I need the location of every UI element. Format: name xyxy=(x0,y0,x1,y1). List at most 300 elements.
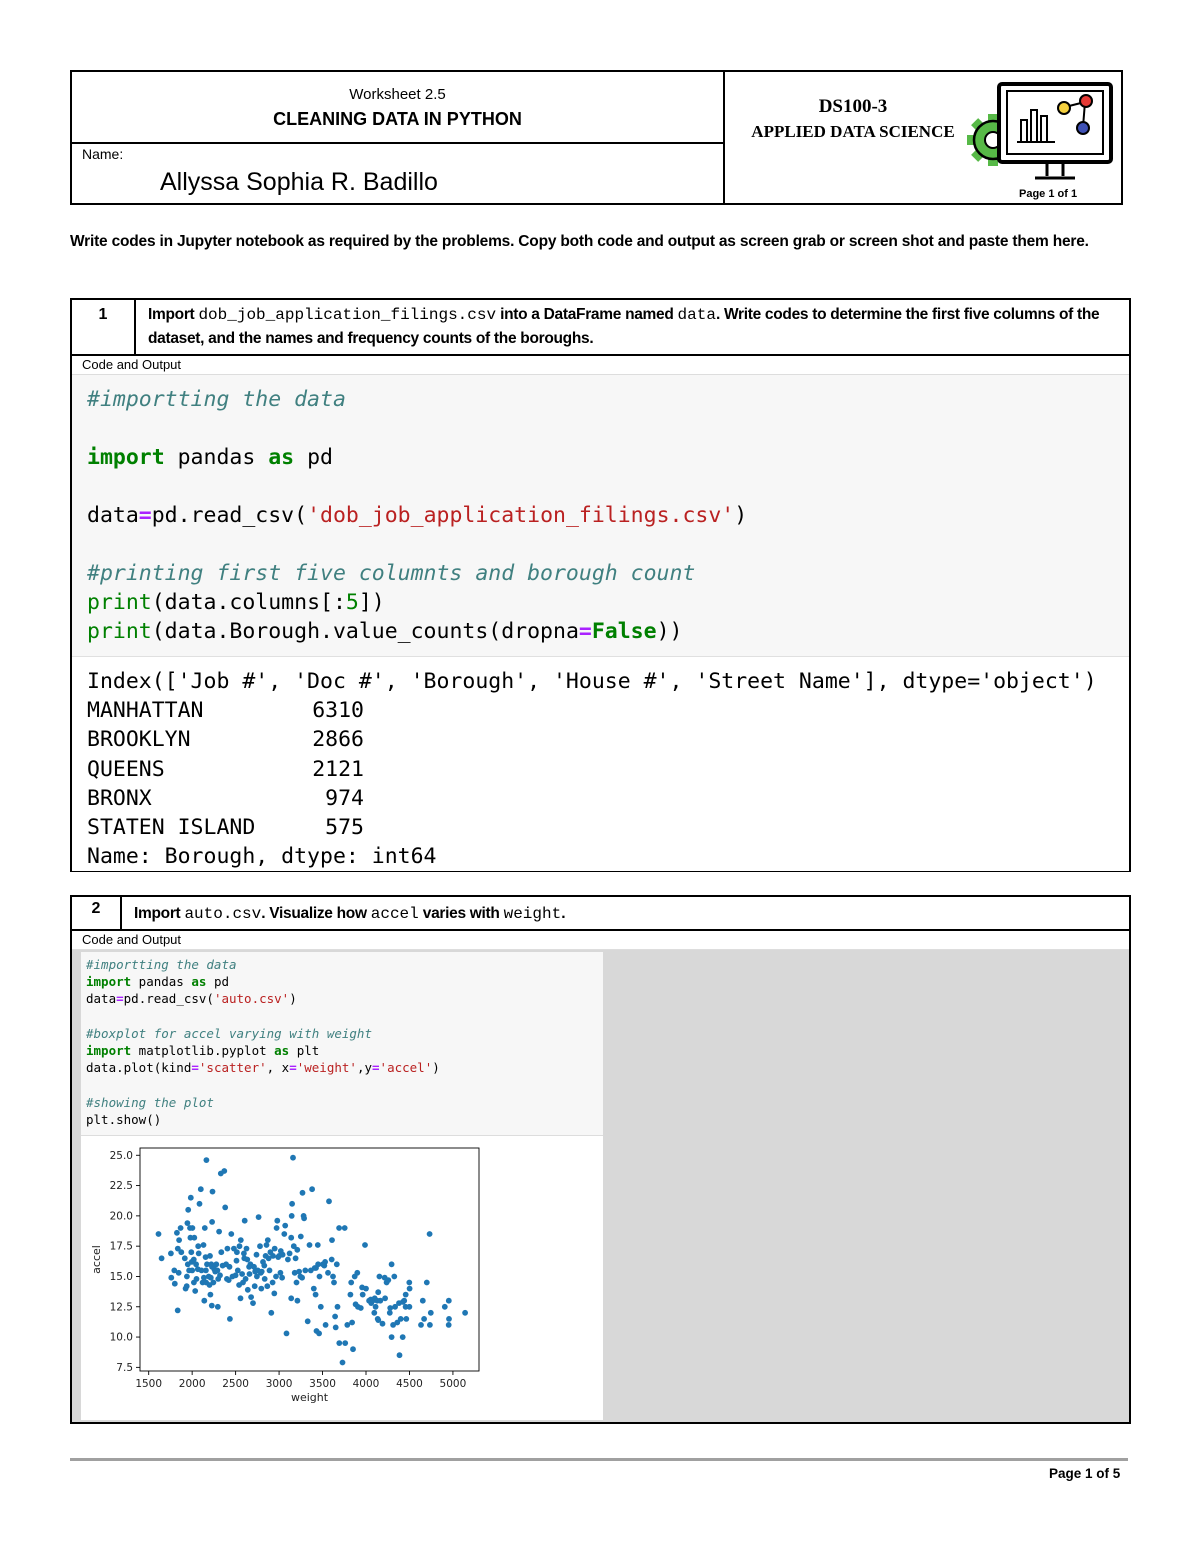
scatter-point xyxy=(322,1259,328,1265)
statement-text: Import xyxy=(148,306,199,323)
statement-text: . Visualize how xyxy=(261,905,371,922)
code-string: 'auto.csv' xyxy=(213,991,290,1007)
scatter-point xyxy=(208,1292,214,1298)
borough-name: STATEN ISLAND xyxy=(87,815,256,841)
scatter-point xyxy=(380,1321,386,1327)
scatter-point xyxy=(178,1225,184,1231)
notebook-screenshot xyxy=(81,952,603,1420)
code-keyword: import xyxy=(86,974,132,990)
y-axis-label: accel xyxy=(90,1245,103,1274)
scatter-point xyxy=(391,1274,397,1280)
borough-count-row xyxy=(87,784,1115,813)
code-comment: #showing the plot xyxy=(86,1094,214,1110)
scatter-point xyxy=(349,1320,355,1326)
scatter-point xyxy=(213,1261,219,1267)
code-text: pd.read_csv( xyxy=(151,503,308,528)
scatter-point xyxy=(350,1346,356,1352)
scatter-point xyxy=(268,1310,274,1316)
scatter-point xyxy=(201,1298,207,1304)
code-text: ,y xyxy=(356,1060,373,1076)
statement-code: weight xyxy=(503,905,562,923)
footer-rule xyxy=(70,1458,1128,1461)
code-operator: = xyxy=(116,991,124,1007)
statement-text: . xyxy=(561,905,566,922)
scatter-point xyxy=(340,1360,346,1366)
code-line xyxy=(87,559,1115,588)
scatter-point xyxy=(270,1280,276,1286)
code-line xyxy=(87,617,1115,646)
scatter-point xyxy=(301,1215,307,1221)
scatter-point xyxy=(360,1292,366,1298)
code-text: pandas xyxy=(164,445,269,470)
code-output-label: Code and Output xyxy=(72,931,1129,950)
x-tick-label: 1500 xyxy=(135,1378,163,1390)
scatter-point xyxy=(302,1268,308,1274)
scatter-point xyxy=(309,1186,315,1192)
y-tick-label: 12.5 xyxy=(109,1301,133,1314)
statement-text: into a DataFrame named xyxy=(496,306,678,323)
scatter-point xyxy=(299,1275,305,1281)
output-index-line: Index(['Job #', 'Doc #', 'Borough', 'House #', 'Street Name'], dtype='object') xyxy=(87,669,1097,694)
scatter-point xyxy=(287,1251,293,1257)
scatter-point xyxy=(354,1270,360,1276)
scatter-point xyxy=(267,1268,273,1274)
code-operator: = xyxy=(191,1060,199,1076)
scatter-point xyxy=(385,1277,391,1283)
scatter-point xyxy=(358,1305,364,1311)
code-string: 'weight' xyxy=(296,1060,357,1076)
code-line xyxy=(87,501,1115,530)
x-tick-label: 2500 xyxy=(222,1378,249,1390)
scatter-point xyxy=(331,1280,337,1286)
scatter-point xyxy=(203,1268,209,1274)
scatter-point xyxy=(243,1276,249,1282)
code-text: ) xyxy=(432,1060,440,1076)
scatter-point xyxy=(403,1316,409,1322)
borough-name: MANHATTAN xyxy=(87,698,204,724)
scatter-point xyxy=(397,1352,403,1358)
scatter-point xyxy=(389,1334,395,1340)
scatter-point xyxy=(398,1316,404,1322)
scatter-point xyxy=(325,1270,331,1276)
code-text: ) xyxy=(734,503,748,528)
problem-1 xyxy=(70,298,1131,872)
code-text: pandas xyxy=(131,974,192,990)
code-keyword: False xyxy=(591,619,657,644)
scatter-point xyxy=(272,1246,278,1252)
code-text: matplotlib.pyplot xyxy=(131,1043,275,1059)
code-comment: #importting the data xyxy=(86,957,237,972)
output-footer: Name: Borough, dtype: int64 xyxy=(87,844,437,870)
scatter-point xyxy=(300,1190,306,1196)
name-label: Name: xyxy=(82,146,124,162)
y-tick-label: 20.0 xyxy=(109,1210,133,1223)
scatter-point xyxy=(221,1168,227,1174)
x-tick-label: 2000 xyxy=(178,1378,206,1390)
code-line xyxy=(87,385,1115,414)
scatter-point xyxy=(279,1275,285,1281)
borough-count-row xyxy=(87,725,1115,754)
scatter-point xyxy=(215,1268,221,1274)
worksheet-header xyxy=(70,70,1123,205)
scatter-point xyxy=(313,1292,319,1298)
scatter-point xyxy=(427,1322,433,1328)
code-text: )) xyxy=(656,619,683,644)
code-keyword: as xyxy=(191,974,207,990)
scatter-point xyxy=(295,1298,301,1304)
scatter-point xyxy=(280,1252,286,1258)
scatter-plot xyxy=(81,1136,603,1416)
code-keyword: import xyxy=(86,1043,132,1059)
scatter-point xyxy=(182,1255,188,1261)
scatter-plot-output xyxy=(81,1136,603,1416)
scatter-point xyxy=(421,1316,427,1322)
scatter-point xyxy=(334,1261,340,1267)
scatter-point xyxy=(227,1264,233,1270)
x-tick-label: 4500 xyxy=(396,1378,423,1390)
borough-count-row xyxy=(87,696,1115,725)
scatter-point xyxy=(248,1294,254,1300)
scatter-point xyxy=(382,1295,388,1301)
scatter-point xyxy=(401,1298,407,1304)
scatter-point xyxy=(289,1213,295,1219)
scatter-point xyxy=(190,1225,196,1231)
scatter-point xyxy=(288,1295,294,1301)
scatter-point xyxy=(318,1304,324,1310)
borough-count-row xyxy=(87,813,1115,842)
statement-text: varies with xyxy=(418,905,504,922)
scatter-point xyxy=(420,1298,426,1304)
scatter-point xyxy=(178,1249,184,1255)
scatter-point xyxy=(238,1295,244,1301)
code-operator: = xyxy=(578,619,592,644)
data-science-logo-icon xyxy=(965,80,1113,190)
code-text: data xyxy=(86,991,117,1007)
problem-2-header xyxy=(72,897,1129,931)
scatter-point xyxy=(227,1316,233,1322)
y-tick-label: 15.0 xyxy=(109,1270,133,1283)
x-tick-label: 5000 xyxy=(439,1378,467,1390)
borough-count: 6310 xyxy=(312,698,364,724)
code-line-blank xyxy=(87,414,1115,443)
scatter-point xyxy=(254,1252,260,1258)
scatter-point xyxy=(407,1286,413,1292)
problem-number: 2 xyxy=(72,897,122,929)
scatter-point xyxy=(234,1258,240,1264)
scatter-point xyxy=(333,1325,339,1331)
code-cell xyxy=(81,952,603,1136)
scatter-point xyxy=(168,1275,174,1281)
code-comment: #printing first five columnts and borough count xyxy=(87,561,696,586)
scatter-point xyxy=(185,1207,191,1213)
scatter-point xyxy=(446,1298,452,1304)
scatter-point xyxy=(336,1225,342,1231)
scatter-point xyxy=(400,1334,406,1340)
statement-code: accel xyxy=(370,905,419,923)
code-text: ]) xyxy=(358,590,385,615)
scatter-point xyxy=(192,1288,198,1294)
code-output-label: Code and Output xyxy=(72,356,1129,375)
statement-code: auto.csv xyxy=(184,905,262,923)
scatter-point xyxy=(175,1308,181,1314)
y-tick-label: 10.0 xyxy=(109,1331,133,1344)
scatter-point xyxy=(215,1304,221,1310)
scatter-point xyxy=(307,1242,313,1248)
scatter-point xyxy=(234,1249,240,1255)
scatter-point xyxy=(342,1340,348,1346)
problem-2 xyxy=(70,895,1131,1424)
scatter-point xyxy=(311,1286,317,1292)
scatter-point xyxy=(418,1322,424,1328)
scatter-point xyxy=(174,1230,180,1236)
code-text: , x xyxy=(266,1060,290,1076)
scatter-point xyxy=(442,1304,448,1310)
scatter-point xyxy=(217,1272,223,1278)
scatter-point xyxy=(335,1304,341,1310)
scatter-point xyxy=(191,1235,197,1241)
statement-text: Import xyxy=(134,905,185,922)
scatter-point xyxy=(403,1292,409,1298)
scatter-point xyxy=(446,1322,452,1328)
scatter-point xyxy=(244,1257,250,1263)
scatter-point xyxy=(293,1255,299,1261)
code-string: 'accel' xyxy=(379,1060,433,1076)
header-right-panel xyxy=(725,72,1121,203)
scatter-point xyxy=(317,1274,323,1280)
scatter-point xyxy=(326,1198,332,1204)
scatter-point xyxy=(316,1331,322,1337)
scatter-point xyxy=(290,1155,296,1161)
code-comment: #boxplot for accel varying with weight xyxy=(86,1025,372,1041)
scatter-point xyxy=(237,1243,243,1249)
scatter-point xyxy=(270,1253,276,1259)
scatter-point xyxy=(184,1274,190,1280)
scatter-point xyxy=(259,1269,265,1275)
y-tick-label: 22.5 xyxy=(109,1180,133,1193)
statement-code: data xyxy=(677,306,716,324)
scatter-point xyxy=(176,1270,182,1276)
scatter-point xyxy=(252,1283,258,1289)
scatter-point xyxy=(210,1189,216,1195)
statement-code: dob_job_application_filings.csv xyxy=(198,306,497,324)
scatter-point xyxy=(348,1280,354,1286)
scatter-point xyxy=(207,1253,213,1259)
scatter-point xyxy=(258,1286,264,1292)
code-keyword: as xyxy=(268,445,295,470)
scatter-point xyxy=(330,1274,336,1280)
scatter-point xyxy=(329,1257,335,1263)
y-tick-label: 25.0 xyxy=(109,1149,133,1162)
scatter-point xyxy=(196,1251,202,1257)
scatter-point xyxy=(242,1218,248,1224)
scatter-point xyxy=(294,1280,300,1286)
scatter-point xyxy=(201,1242,207,1248)
scatter-point xyxy=(377,1274,383,1280)
scatter-point xyxy=(284,1331,290,1337)
scatter-point xyxy=(262,1276,268,1282)
problem-1-header xyxy=(72,300,1129,356)
scatter-point xyxy=(285,1257,291,1263)
scatter-point xyxy=(342,1225,348,1231)
problem-statement xyxy=(136,300,1129,354)
scatter-point xyxy=(211,1280,217,1286)
statement-text: . Write codes to determine the first five columns of the dataset, and the names and frequency counts of the boroughs. xyxy=(148,306,1100,347)
scatter-point xyxy=(250,1300,256,1306)
scatter-point xyxy=(264,1242,270,1248)
code-text: data xyxy=(87,503,139,528)
code-text: pd.read_csv( xyxy=(123,991,214,1007)
scatter-point xyxy=(188,1195,194,1201)
scatter-point xyxy=(156,1231,162,1237)
code-string: 'scatter' xyxy=(198,1060,267,1076)
scatter-point xyxy=(373,1304,379,1310)
worksheet-number: Worksheet 2.5 xyxy=(349,86,446,103)
scatter-point xyxy=(168,1251,174,1257)
scatter-point xyxy=(428,1310,434,1316)
borough-name: BRONX xyxy=(87,785,152,811)
borough-count: 974 xyxy=(325,785,364,811)
code-builtin: print xyxy=(87,590,152,615)
course-code: DS100-3 xyxy=(818,96,888,117)
scatter-point xyxy=(176,1237,182,1243)
scatter-point xyxy=(294,1247,300,1253)
code-comment: #importting the data xyxy=(87,387,346,412)
x-axis-label: weight xyxy=(290,1391,329,1404)
scatter-point xyxy=(375,1289,381,1295)
y-tick-label: 7.5 xyxy=(116,1361,133,1374)
scatter-point xyxy=(245,1287,251,1293)
code-keyword: import xyxy=(87,445,165,470)
scatter-point xyxy=(209,1219,215,1225)
scatter-point xyxy=(172,1281,178,1287)
code-text: ) xyxy=(289,991,297,1007)
code-operator: = xyxy=(289,1060,297,1076)
scatter-point xyxy=(244,1246,250,1252)
problem-number: 1 xyxy=(72,300,136,354)
code-text: plt xyxy=(289,1043,320,1059)
code-text: pd xyxy=(294,445,333,470)
scatter-point xyxy=(371,1310,377,1316)
worksheet-title-block xyxy=(72,72,723,144)
scatter-point xyxy=(387,1305,393,1311)
scatter-point xyxy=(216,1229,222,1235)
scatter-point xyxy=(271,1291,277,1297)
scatter-point xyxy=(298,1234,304,1240)
scatter-point xyxy=(222,1205,228,1211)
y-tick-label: 17.5 xyxy=(109,1240,133,1253)
course-name: APPLIED DATA SCIENCE xyxy=(751,122,955,141)
header-page-number: Page 1 of 1 xyxy=(1019,188,1078,200)
code-operator: = xyxy=(138,503,152,528)
scatter-point xyxy=(323,1322,329,1328)
scatter-point xyxy=(305,1318,311,1324)
scatter-point xyxy=(427,1231,433,1237)
scatter-point xyxy=(281,1231,287,1237)
code-operator: = xyxy=(372,1060,380,1076)
scatter-point xyxy=(406,1280,412,1286)
borough-name: BROOKLYN xyxy=(87,727,191,753)
scatter-point xyxy=(332,1314,338,1320)
scatter-point xyxy=(446,1316,452,1322)
code-keyword: as xyxy=(274,1043,290,1059)
scatter-point xyxy=(261,1263,267,1269)
student-name: Allyssa Sophia R. Badillo xyxy=(160,168,438,196)
scatter-point xyxy=(256,1214,262,1220)
x-tick-label: 3500 xyxy=(309,1378,336,1390)
scatter-point xyxy=(296,1269,302,1275)
scatter-point xyxy=(282,1223,288,1229)
scatter-point xyxy=(185,1220,191,1226)
scatter-point xyxy=(407,1304,413,1310)
name-block xyxy=(72,144,723,203)
scatter-point xyxy=(209,1303,215,1309)
scatter-point xyxy=(228,1231,234,1237)
code-text: (data.Borough.value_counts(dropna xyxy=(151,619,579,644)
code-text: data.plot(kind xyxy=(86,1060,192,1076)
scatter-point xyxy=(424,1280,430,1286)
scatter-point xyxy=(274,1225,280,1231)
scatter-point xyxy=(238,1237,244,1243)
scatter-point xyxy=(264,1283,270,1289)
scatter-point xyxy=(363,1286,369,1292)
borough-counts xyxy=(87,696,1115,842)
worksheet-title: CLEANING DATA IN PYTHON xyxy=(273,109,522,129)
scatter-point xyxy=(225,1246,231,1252)
scatter-point xyxy=(194,1276,200,1282)
code-text: pd xyxy=(206,974,230,990)
x-tick-label: 4000 xyxy=(352,1378,380,1390)
code-number: 5 xyxy=(345,590,359,615)
borough-count: 2121 xyxy=(312,756,364,782)
output-cell xyxy=(72,657,1129,871)
scatter-point xyxy=(197,1201,203,1207)
scatter-point xyxy=(195,1243,201,1249)
code-string: 'dob_job_application_filings.csv' xyxy=(307,503,735,528)
scatter-point xyxy=(159,1255,165,1261)
page-number: Page 1 of 5 xyxy=(1049,1466,1121,1481)
scatter-point xyxy=(289,1201,295,1207)
code-cell xyxy=(72,375,1129,657)
scatter-point xyxy=(348,1292,354,1298)
borough-count-row xyxy=(87,755,1115,784)
scatter-point xyxy=(265,1237,271,1243)
scatter-point xyxy=(389,1261,395,1267)
scatter-point xyxy=(184,1283,190,1289)
code-line-blank xyxy=(87,472,1115,501)
scatter-point xyxy=(462,1310,468,1316)
borough-count: 575 xyxy=(325,815,364,841)
code-line xyxy=(87,443,1115,472)
problem-statement xyxy=(122,897,1129,929)
scatter-point xyxy=(218,1249,224,1255)
instructions: Write codes in Jupyter notebook as required by the problems. Copy both code and output as screen grab or screen shot and paste them here. xyxy=(70,233,1089,250)
code-line-blank xyxy=(87,530,1115,559)
scatter-point xyxy=(202,1225,208,1231)
code-text: plt.show() xyxy=(86,1111,162,1127)
scatter-point xyxy=(329,1237,335,1243)
scatter-point xyxy=(257,1243,263,1249)
scatter-point xyxy=(336,1340,342,1346)
scatter-point xyxy=(274,1218,280,1224)
scatter-point xyxy=(189,1268,195,1274)
code-builtin: print xyxy=(87,619,152,644)
code-line xyxy=(87,588,1115,617)
borough-count: 2866 xyxy=(312,727,364,753)
scatter-point xyxy=(362,1242,368,1248)
x-tick-label: 3000 xyxy=(265,1378,293,1390)
scatter-point xyxy=(204,1157,210,1163)
scatter-point xyxy=(315,1242,321,1248)
